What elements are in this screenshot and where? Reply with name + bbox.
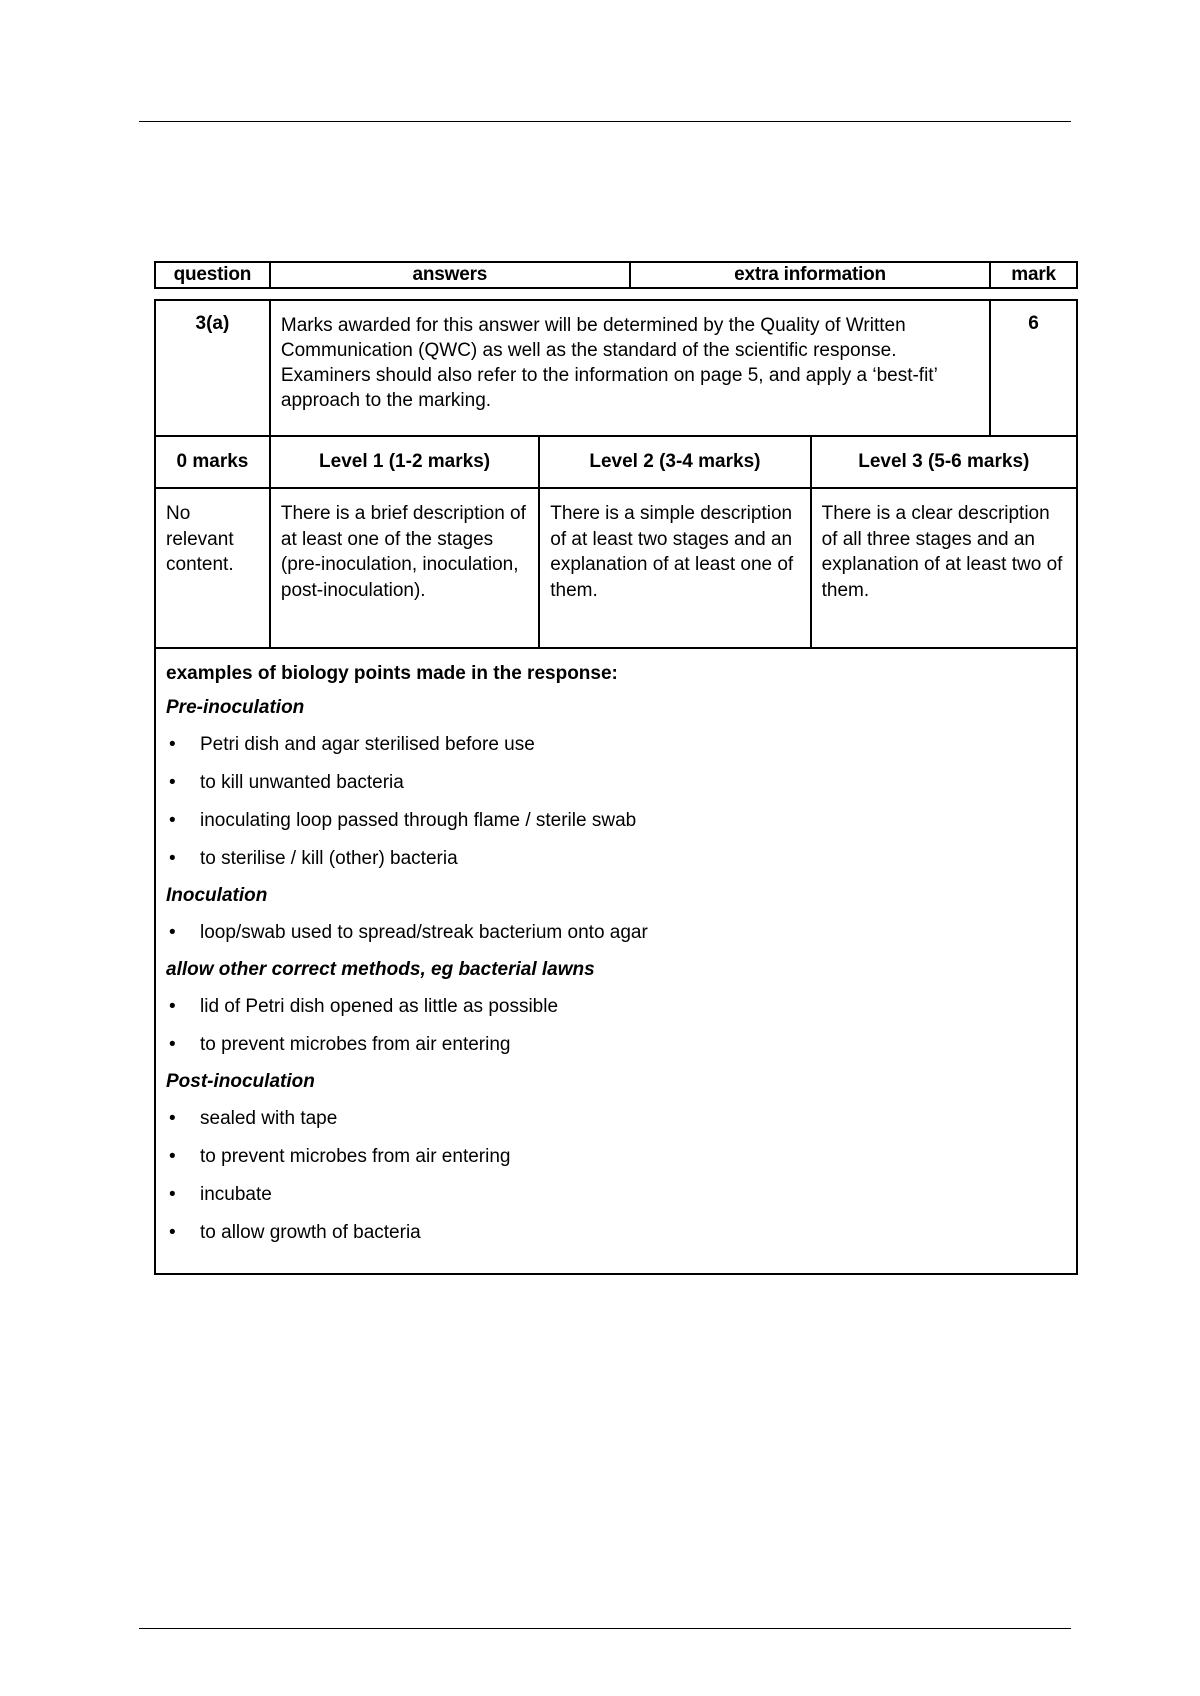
list-item: • Petri dish and agar sterilised before use (169, 734, 535, 755)
list-item: • incubate (169, 1184, 272, 1205)
footer-rule (139, 1628, 1071, 1629)
list-item: • lid of Petri dish opened as little as possible (169, 996, 559, 1017)
question-number: 3(a) (155, 300, 270, 436)
level-2-description: There is a simple description of at least two stages and an explanation of at least one of them. (539, 488, 810, 648)
pre-inoculation-heading: Pre-inoculation (166, 697, 305, 718)
list-item: • sealed with tape (169, 1108, 338, 1129)
level-3-heading: Level 3 (5-6 marks) (811, 436, 1077, 488)
bullet-icon: • (169, 772, 176, 793)
bullet-icon: • (169, 1108, 176, 1129)
bullet-icon: • (169, 922, 176, 943)
examples-cell (155, 648, 1077, 1274)
bullet-icon: • (169, 996, 176, 1017)
column-header-table (154, 261, 1078, 289)
inoculation-list-b (166, 995, 1066, 1056)
level-description-row (155, 488, 1077, 648)
list-item: • to kill unwanted bacteria (169, 772, 404, 793)
bullet-icon: • (169, 1184, 176, 1205)
bullet-icon: • (169, 1146, 176, 1167)
list-item: • to prevent microbes from air entering (169, 1034, 511, 1055)
level-1-description: There is a brief description of at least one of the stages (pre-inoculation, inoculation, post-inoculation). (270, 488, 539, 648)
inoculation-note: allow other correct methods, eg bacterial lawns (166, 959, 595, 980)
level-2-heading: Level 2 (3-4 marks) (539, 436, 810, 488)
level-1-heading: Level 1 (1-2 marks) (270, 436, 539, 488)
question-row (155, 300, 1077, 436)
level-heading-row (155, 436, 1077, 488)
bullet-icon: • (169, 1034, 176, 1055)
bullet-icon: • (169, 848, 176, 869)
post-inoculation-list (166, 1107, 1066, 1244)
inoculation-heading: Inoculation (166, 885, 268, 906)
pre-inoculation-list (166, 733, 1066, 870)
list-item: • to allow growth of bacteria (169, 1222, 421, 1243)
header-rule (139, 121, 1071, 122)
list-item: • loop/swab used to spread/streak bacterium onto agar (169, 922, 648, 943)
examples-title: examples of biology points made in the response: (166, 663, 618, 684)
mark-scheme-table (154, 299, 1078, 1275)
list-item: • to sterilise / kill (other) bacteria (169, 848, 458, 869)
post-inoculation-heading: Post-inoculation (166, 1071, 315, 1092)
question-mark: 6 (990, 300, 1077, 436)
list-item: • to prevent microbes from air entering (169, 1146, 511, 1167)
list-item: • inoculating loop passed through flame / sterile swab (169, 810, 637, 831)
bullet-icon: • (169, 734, 176, 755)
inoculation-list-a (166, 921, 1066, 944)
header-extra-information: extra information (630, 262, 990, 288)
level-0-description: No relevant content. (155, 488, 270, 648)
header-answers: answers (270, 262, 630, 288)
header-question: question (155, 262, 270, 288)
question-intro: Marks awarded for this answer will be determined by the Quality of Written Communication (QWC) as well as the standard of the scientific response. Examiners should also refer to the information on page 5, and apply a ‘best-fit’ approach to the marking. (270, 300, 990, 436)
bullet-icon: • (169, 1222, 176, 1243)
header-mark: mark (990, 262, 1077, 288)
bullet-icon: • (169, 810, 176, 831)
level-3-description: There is a clear description of all three stages and an explanation of at least two of them. (811, 488, 1077, 648)
examples-row (155, 648, 1077, 1274)
level-0-heading: 0 marks (155, 436, 270, 488)
